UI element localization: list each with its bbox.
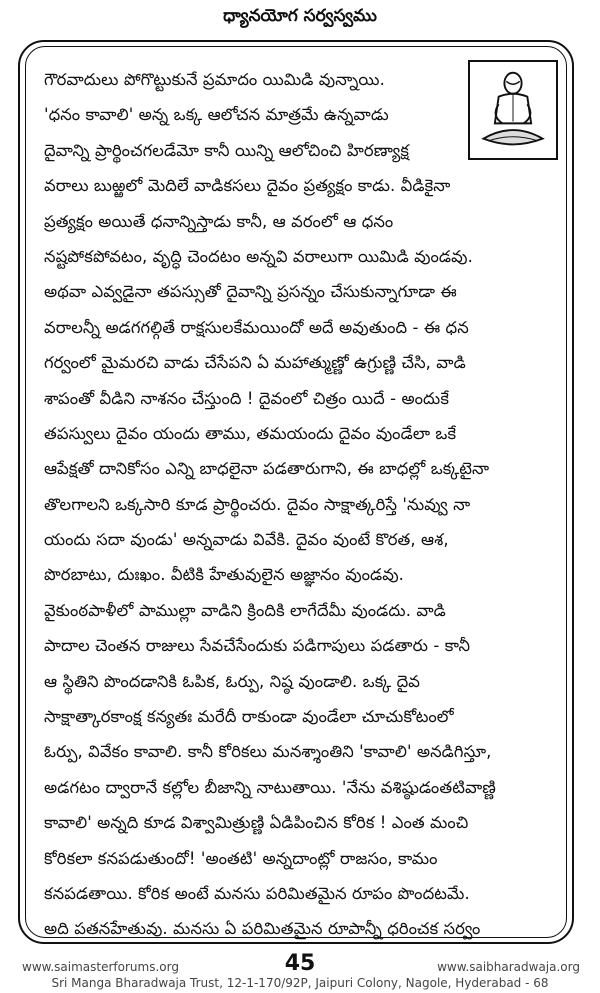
text-line-3: దైవాన్ని ప్రార్థించగలడేమో కానీ యిన్ని ఆలోచించి హిరణ్యాక్ష — [44, 140, 410, 160]
text-line-7: అథవా ఎవ్వడైనా తపస్సుతో దైవాన్ని ప్రసన్నం చేసుకున్నాగూడా ఈ — [44, 282, 457, 302]
text-line-9: గర్వంలో మైమరచి వాడు చేసేపని ఏ మహాత్ముణ్ణో ఉగ్రుణ్ణి చేసి, వాడి — [44, 353, 466, 373]
text-line-11: తపస్వులు దైవం యందు తాము, తమయందు దైవం వుండేలా ఒకే — [44, 423, 457, 443]
text-line-8: వరాలన్నీ అడగగల్గితే రాక్షసులకేమయిందో అదే అవుతుంది - ఈ ధన — [44, 317, 469, 337]
text-line-18: ఆ స్థితిని పొందడానికి ఓపిక, ఓర్పు, నిష్ఠ వుండాలి. ఒక్క దైవ — [44, 671, 421, 691]
text-line-21: అడగటం ద్వారానే కల్లోల బీజాన్ని నాటుతాయి. 'నేను వశిష్ఠుడంతటివాణ్ణి — [44, 777, 496, 797]
text-line-24: కనపడతాయి. కోరిక అంటే మనసు పరిమితమైన రూపం పొందటమే. — [44, 883, 470, 903]
text-line-5: ప్రత్యక్షం అయితే ధనాన్నిస్తాడు కానీ, ఆ వరంలో ఆ ధనం — [44, 211, 394, 231]
text-line-4: వరాలు బుఱ్ఱలో మెదిలే వాడికసలు దైవం ప్రత్యక్షం కాడు. వీడికైనా — [44, 176, 451, 196]
text-line-12: ఆపేక్షతో దానికోసం ఎన్ని బాధలైనా పడతారుగాని, ఈ బాధల్లో ఒక్కటైనా — [44, 459, 490, 479]
trust-address: Sri Manga Bharadwaja Trust, 12-1-170/92P, Jaipuri Colony, Nagole, Hyderabad - 68 — [51, 976, 549, 990]
text-line-25: అది పతనహేతువు. మనసు ఏ పరిమితమైన రూపాన్నీ ధరించక సర్వం — [44, 919, 481, 939]
page-header-title: ధ్యానయోగ సర్వస్వము — [223, 6, 377, 26]
body-text — [44, 62, 564, 947]
text-line-20: ఓర్పు, వివేకం కావాలి. కానీ కోరికలు మనశ్శాంతిని 'కావాలి' అనడిగిస్తూ, — [44, 742, 492, 762]
text-line-14: యందు సదా వుండు' అన్నవాడు వివేకి. దైవం వుంటే కొరత, ఆశ, — [44, 530, 449, 550]
website-right: www.saibharadwaja.org — [437, 960, 580, 974]
page-number: 45 — [284, 951, 316, 976]
text-line-2: 'ధనం కావాలి' అన్న ఒక్క ఆలోచన మాత్రమే ఉన్నవాడు — [44, 105, 389, 125]
text-line-6: నష్టపోకపోవటం, వృద్ధి చెందటం అన్నవి వరాలుగా యిమిడి వుండవు. — [44, 246, 473, 266]
text-line-10: శాపంతో వీడిని నాశనం చేస్తుంది ! దైవంలో చిత్రం యిదే - అందుకే — [44, 388, 449, 408]
text-line-23: కోరికలా కనపడుతుందో! 'అంతటి' అన్నదాంట్లో రాజసం, కామం — [44, 848, 438, 868]
text-line-15: పొరబాటు, దుఃఖం. వీటికి హేతువులైన అజ్ఞానం వుండవు. — [44, 565, 404, 585]
text-line-16: వైకుంఠపాళీలో పాముల్లా వాడిని క్రిందికి లాగేదేమీ వుండదు. వాడి — [44, 600, 446, 620]
text-line-19: సాక్షాత్కారకాంక్ష కన్యతః మరేదీ రాకుండా వుండేలా చూచుకోటంలో — [44, 707, 454, 727]
text-line-13: తొలగాలని ఒక్కసారి కూడ ప్రార్థించరు. దైవం సాక్షాత్కరిస్తే 'నువ్వు నా — [44, 494, 471, 514]
text-line-17: పాదాల చెంతన రాజులు సేవచేసేందుకు పడిగాపులు పడతారు - కానీ — [44, 636, 471, 656]
website-left: www.saimasterforums.org — [22, 960, 179, 974]
text-line-22: కావాలి' అన్నది కూడ విశ్వామిత్రుణ్ణి ఏడిపించిన కోరిక ! ఎంత మంచి — [44, 813, 469, 833]
text-line-1: గౌరవాదులు పోగొట్టుకునే ప్రమాదం యిమిడి వున్నాయి. — [44, 70, 385, 89]
